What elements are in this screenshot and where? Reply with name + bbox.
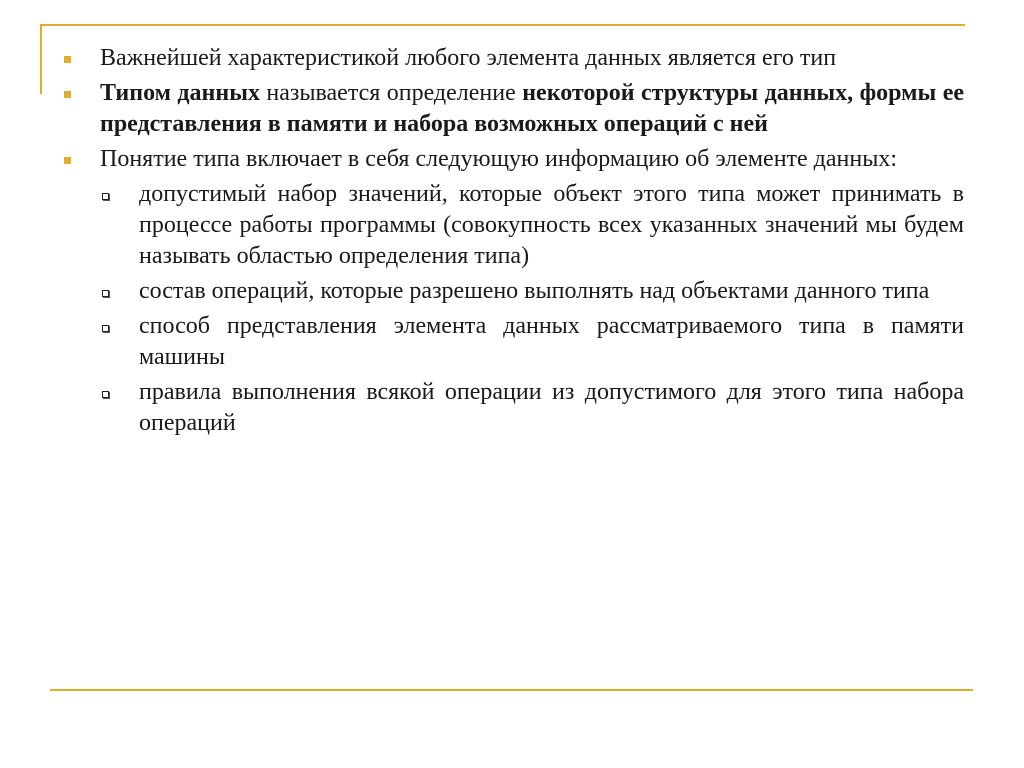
hollow-square-bullet-icon bbox=[102, 325, 109, 332]
definition-connector: называется определение bbox=[259, 80, 523, 106]
bottom-accent-rule bbox=[50, 689, 973, 691]
sub-bullet-text: способ представления элемента данных рассматриваемого типа в памяти машины bbox=[139, 313, 964, 370]
slide-content bbox=[62, 43, 964, 443]
bullet-text: Понятие типа включает в себя следующую информацию об элементе данных: bbox=[100, 146, 898, 172]
square-bullet-icon bbox=[64, 157, 71, 164]
definition-term: Типом данных bbox=[100, 80, 260, 106]
bullet-item-definition bbox=[62, 78, 964, 140]
bullet-item bbox=[62, 144, 964, 175]
sub-bullet-item bbox=[100, 276, 964, 307]
square-bullet-icon bbox=[64, 56, 71, 63]
bullet-item bbox=[62, 43, 964, 74]
definition-body: некоторой структуры данных, формы ее представления в памяти и набора возможных операций с ней bbox=[100, 80, 965, 137]
bullet-text: Важнейшей характеристикой любого элемента данных является его тип bbox=[100, 45, 837, 71]
left-accent-rule bbox=[40, 24, 42, 94]
sub-bullet-text: допустимый набор значений, которые объект этого типа может принимать в процессе работы программы (совокупность всех указанных значений мы будем называть областью определения типа) bbox=[139, 181, 964, 269]
sub-bullet-text: состав операций, которые разрешено выполнять над объектами данного типа bbox=[139, 278, 930, 304]
sub-bullet-item bbox=[100, 311, 964, 373]
hollow-square-bullet-icon bbox=[102, 391, 109, 398]
hollow-square-bullet-icon bbox=[102, 290, 109, 297]
sub-bullet-text: правила выполнения всякой операции из допустимого для этого типа набора операций bbox=[139, 379, 964, 436]
square-bullet-icon bbox=[64, 91, 71, 98]
sub-bullet-item bbox=[100, 377, 964, 439]
hollow-square-bullet-icon bbox=[102, 193, 109, 200]
top-accent-rule bbox=[40, 24, 965, 26]
sub-bullet-item bbox=[100, 179, 964, 272]
